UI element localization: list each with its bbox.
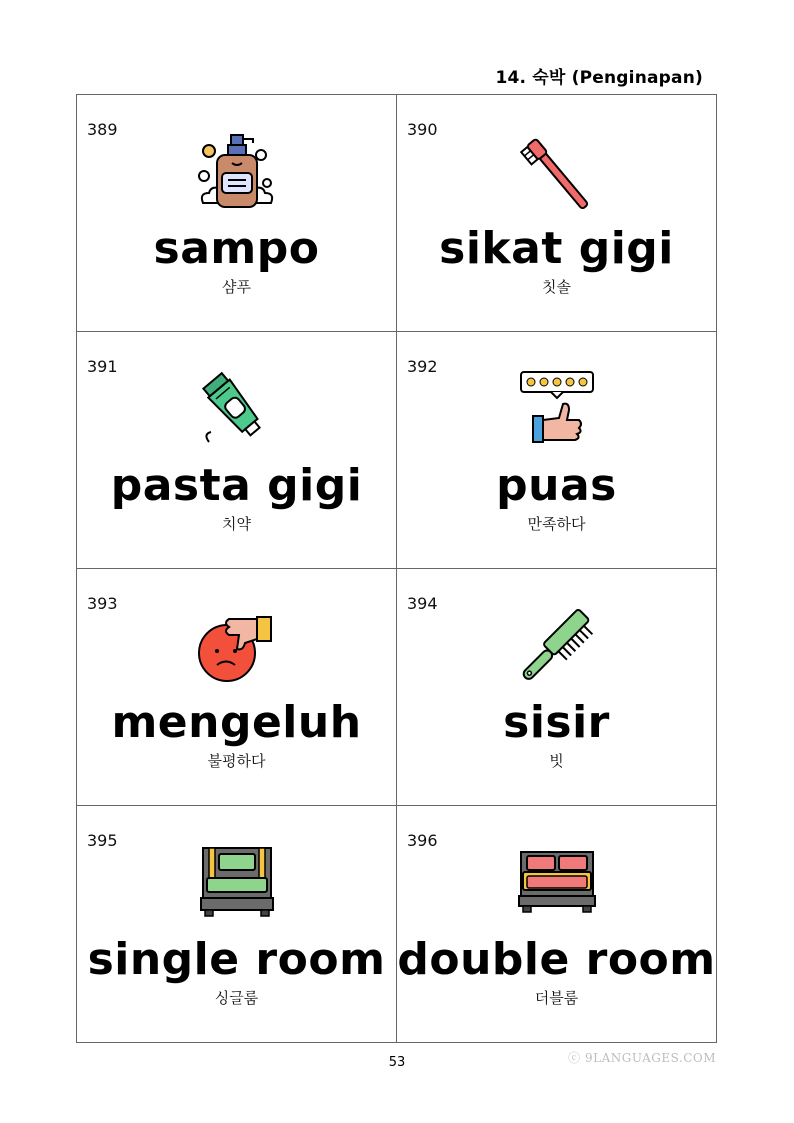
vocab-card	[77, 806, 397, 1043]
thumbs-up-rating-icon	[515, 368, 599, 452]
sad-thumbs-down-icon	[195, 605, 279, 689]
double-bed-icon	[515, 842, 599, 926]
card-number: 395	[87, 831, 118, 850]
comb-icon	[515, 605, 599, 689]
card-number: 390	[407, 120, 438, 139]
grid-row	[77, 332, 717, 569]
toothpaste-icon	[195, 368, 279, 452]
indonesian-word: puas	[496, 460, 617, 511]
card-number: 392	[407, 357, 438, 376]
card-number: 389	[87, 120, 118, 139]
korean-translation: 더블룸	[534, 989, 579, 1007]
korean-translation: 빗	[549, 752, 564, 770]
indonesian-word: sampo	[153, 223, 320, 274]
vocabulary-grid	[76, 94, 717, 1043]
toothbrush-icon	[515, 131, 599, 215]
copyright-notice: ⓒ 9LANGUAGES.COM	[568, 1051, 716, 1065]
indonesian-word: pasta gigi	[110, 460, 363, 511]
card-number: 391	[87, 357, 118, 376]
korean-translation: 치약	[222, 515, 251, 533]
page-header-title: 14. 숙박 (Penginapan)	[495, 68, 703, 88]
card-number: 393	[87, 594, 118, 613]
korean-translation: 싱글룸	[214, 989, 259, 1007]
korean-translation: 만족하다	[527, 515, 586, 533]
card-number: 396	[407, 831, 438, 850]
grid-row	[77, 569, 717, 806]
indonesian-word: sisir	[503, 697, 610, 748]
korean-translation: 불평하다	[207, 752, 266, 770]
vocab-card	[397, 332, 717, 569]
card-number: 394	[407, 594, 438, 613]
indonesian-word: single room	[87, 934, 386, 985]
vocab-card	[77, 95, 397, 332]
korean-translation: 칫솔	[542, 278, 571, 296]
grid-row	[77, 806, 717, 1043]
vocab-card	[397, 806, 717, 1043]
indonesian-word: mengeluh	[111, 697, 362, 748]
vocab-card	[77, 332, 397, 569]
single-bed-icon	[195, 842, 279, 926]
shampoo-bottle-icon	[195, 131, 279, 215]
vocab-card	[77, 569, 397, 806]
grid-row	[77, 95, 717, 332]
vocab-card	[397, 569, 717, 806]
page-number: 53	[388, 1055, 406, 1070]
vocab-card	[397, 95, 717, 332]
korean-translation: 샴푸	[222, 278, 251, 296]
indonesian-word: sikat gigi	[439, 223, 674, 274]
indonesian-word: double room	[397, 934, 716, 985]
